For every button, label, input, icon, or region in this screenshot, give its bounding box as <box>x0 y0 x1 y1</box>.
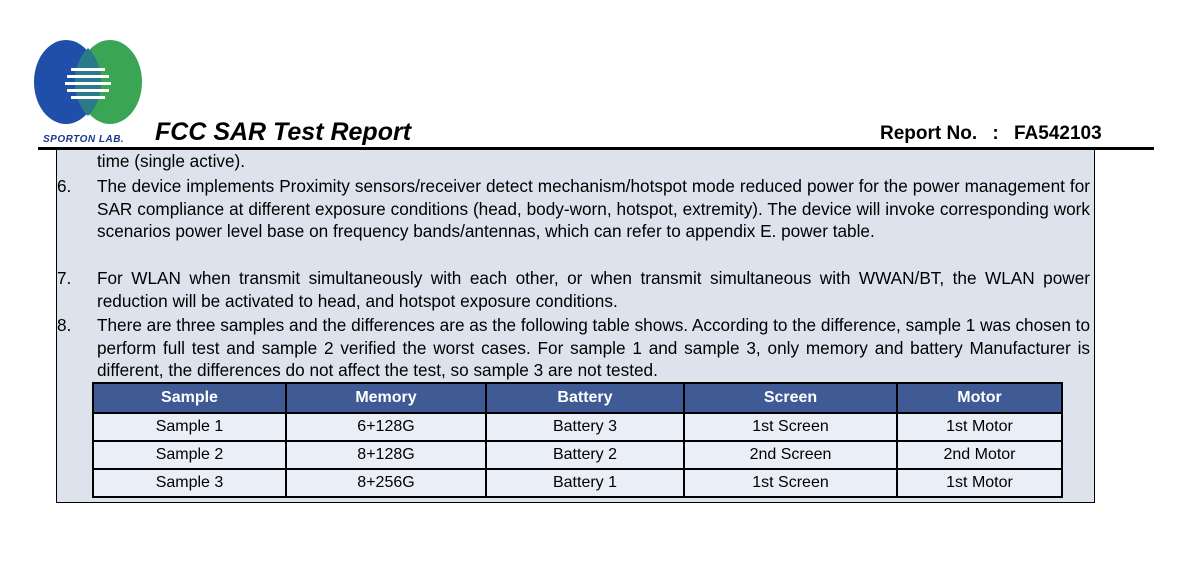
report-header <box>0 0 1182 150</box>
column-header-memory: Memory <box>286 383 486 413</box>
table-cell: Battery 1 <box>486 469 684 497</box>
table-cell: 1st Motor <box>897 413 1062 441</box>
table-cell: 8+256G <box>286 469 486 497</box>
table-cell: 2nd Screen <box>684 441 897 469</box>
table-cell: 1st Motor <box>897 469 1062 497</box>
note-item-7: For WLAN when transmit simultaneously with each other, or when transmit simultaneous with WWAN/BT, the WLAN power reduction will be activated to head, and hotspot exposure conditions. <box>97 268 1090 311</box>
content-frame <box>56 150 1095 503</box>
report-number <box>880 123 1102 145</box>
table-cell: 1st Screen <box>684 469 897 497</box>
table-cell: Battery 2 <box>486 441 684 469</box>
report-number-separator: : <box>992 123 999 144</box>
item-number: 7. <box>57 268 72 288</box>
item-number: 6. <box>57 176 72 196</box>
column-header-screen: Screen <box>684 383 897 413</box>
sample-table <box>92 382 1063 498</box>
report-title: FCC SAR Test Report <box>155 118 412 146</box>
continued-line: time (single active). <box>97 151 246 171</box>
table-row <box>93 469 1062 497</box>
table-row <box>93 441 1062 469</box>
column-header-sample: Sample <box>93 383 286 413</box>
table-cell: Sample 1 <box>93 413 286 441</box>
table-cell: Battery 3 <box>486 413 684 441</box>
report-body <box>57 150 1094 502</box>
report-number-value: FA542103 <box>1014 123 1102 144</box>
table-cell: 1st Screen <box>684 413 897 441</box>
column-header-battery: Battery <box>486 383 684 413</box>
table-row <box>93 413 1062 441</box>
table-header-row <box>93 383 1062 413</box>
item-number: 8. <box>57 315 72 335</box>
column-header-motor: Motor <box>897 383 1062 413</box>
sporton-logo-icon <box>33 36 143 146</box>
note-item-6: The device implements Proximity sensors/receiver detect mechanism/hotspot mode reduced power for the power management for SAR compliance at different exposure conditions (head, body-worn, hotspot, extremity). The device will invoke corresponding work scenarios power level base on frequency bands/antennas, which can refer to appendix E. power table. <box>97 176 1090 242</box>
table-cell: 6+128G <box>286 413 486 441</box>
sample-table-wrapper <box>92 382 1063 498</box>
note-item-8: There are three samples and the differences are as the following table shows. According to the difference, sample 1 was chosen to perform full test and sample 2 verified the worst cases. For sample 1 and sample 3, only memory and battery Manufacturer is different, the differences do not affect the test, so sample 3 are not tested. <box>97 315 1090 381</box>
table-cell: 8+128G <box>286 441 486 469</box>
table-cell: 2nd Motor <box>897 441 1062 469</box>
table-cell: Sample 3 <box>93 469 286 497</box>
table-cell: Sample 2 <box>93 441 286 469</box>
report-number-label: Report No. <box>880 123 978 144</box>
logo-text: SPORTON LAB. <box>43 134 125 145</box>
